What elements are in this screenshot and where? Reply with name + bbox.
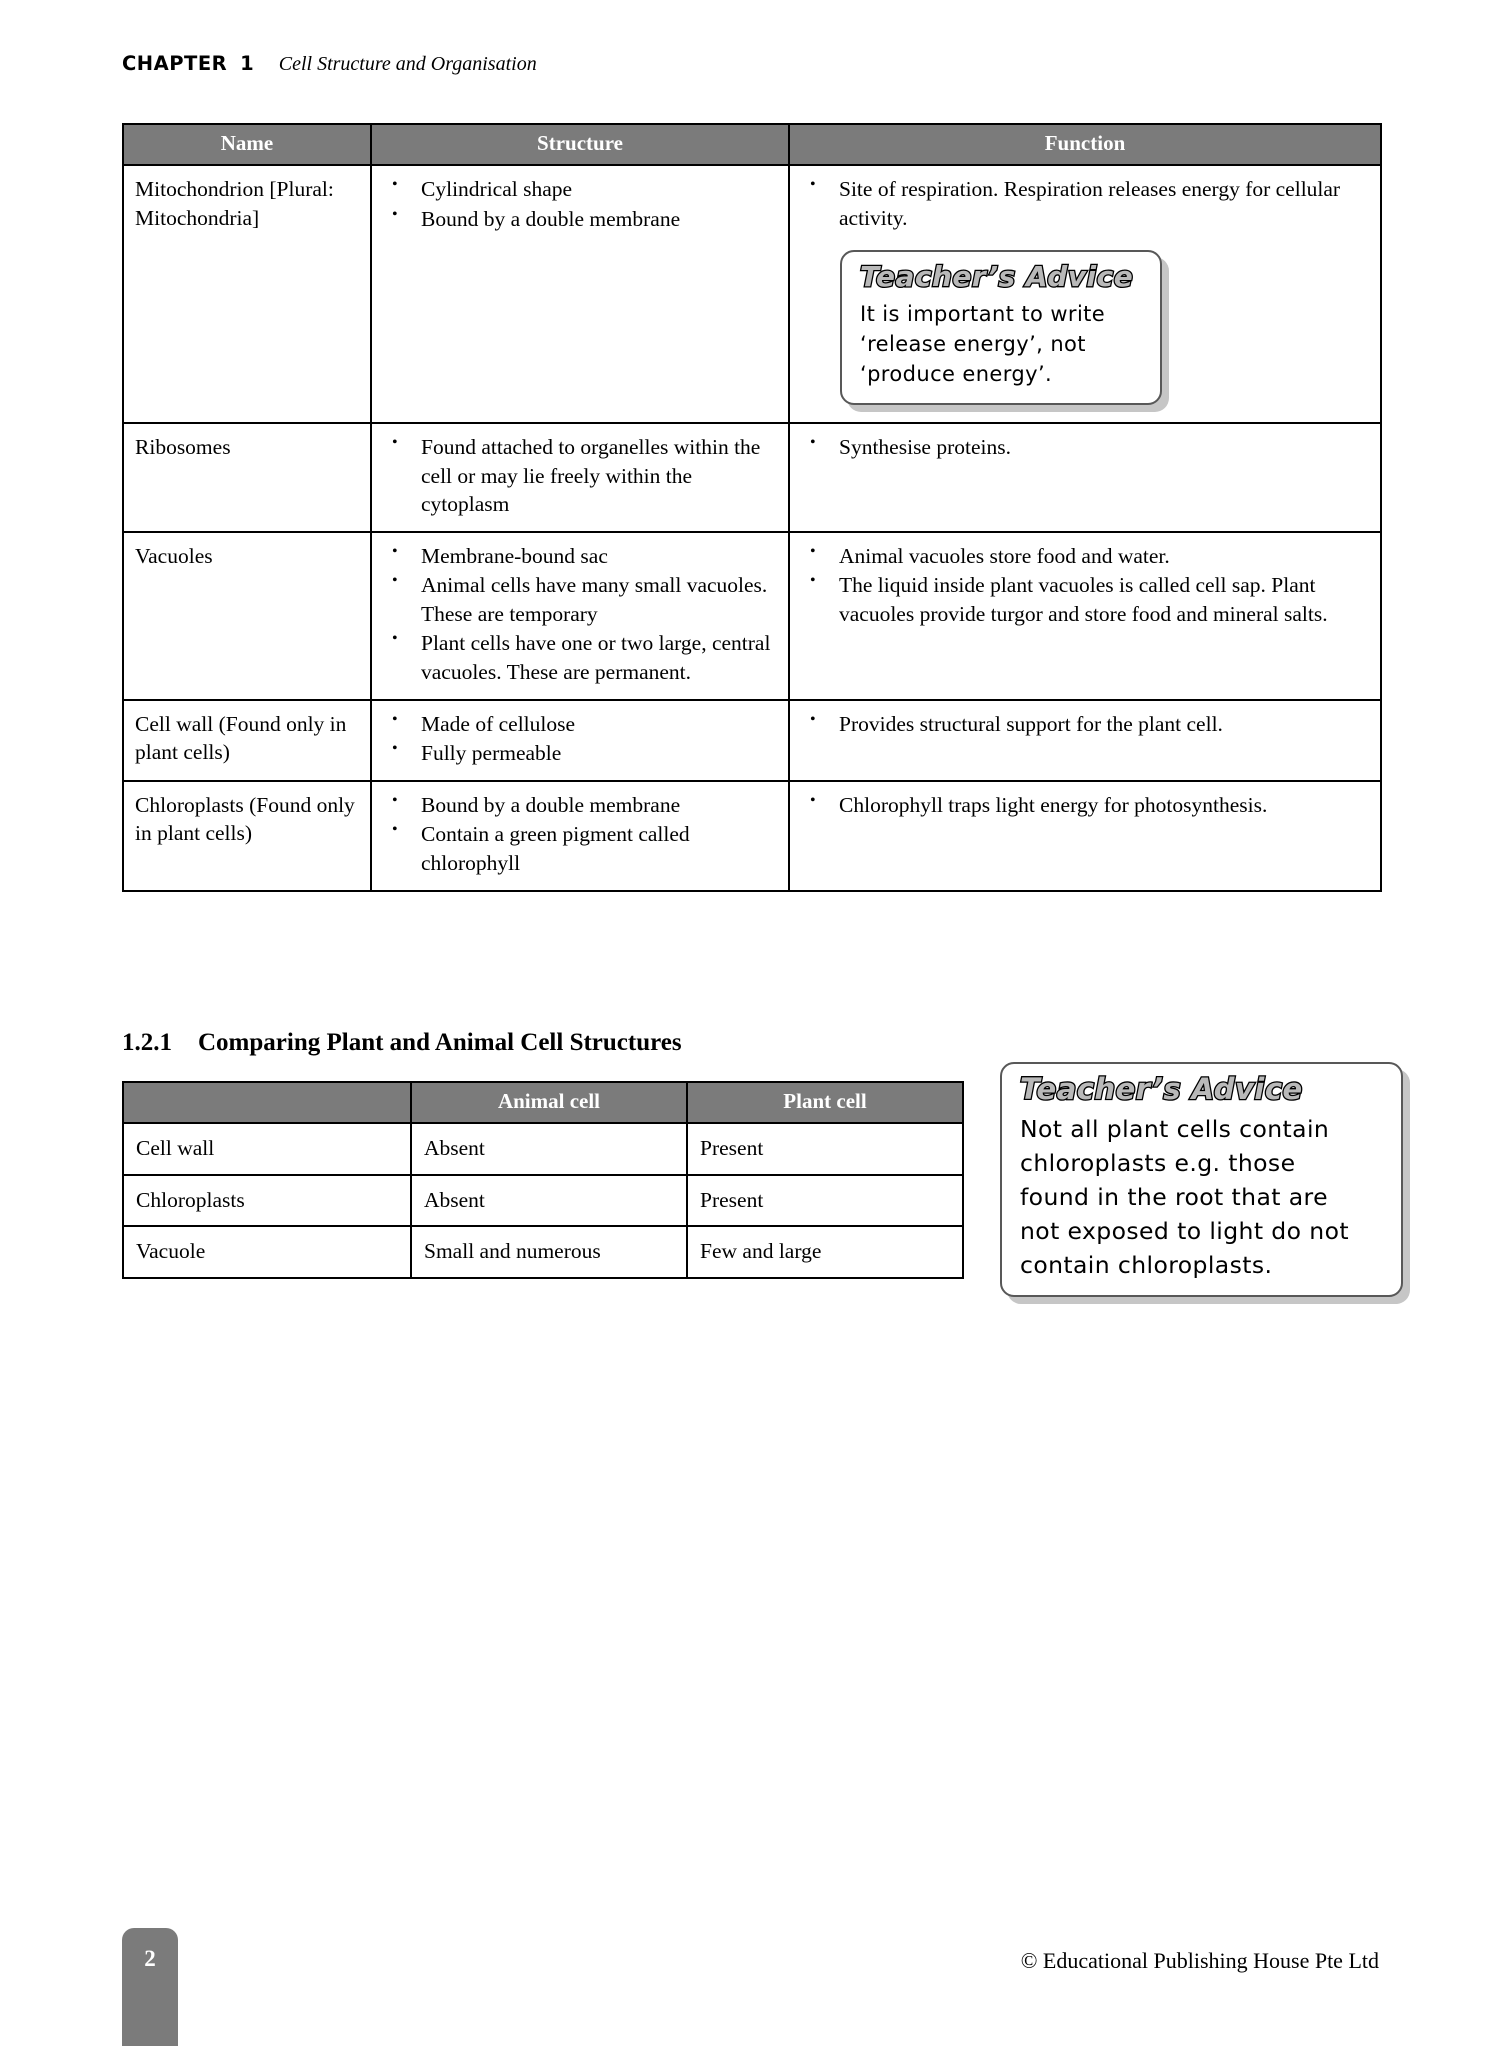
teachers-advice-title: Teacher’s Advice <box>860 260 1134 294</box>
list-item: • Provides structural support for the plant cell. <box>798 710 1372 739</box>
column-header-plant-cell: Plant cell <box>687 1082 963 1123</box>
cell-organelle-structure <box>371 781 789 891</box>
table-header-row <box>123 1082 963 1123</box>
cell-plant-value: Present <box>687 1175 963 1227</box>
column-header-blank <box>123 1082 411 1123</box>
list-item: • Animal vacuoles store food and water. <box>798 542 1372 571</box>
bullet-list <box>380 433 780 519</box>
list-item: • Plant cells have one or two large, central vacuoles. These are permanent. <box>380 629 780 686</box>
cell-organelle-function <box>789 532 1381 700</box>
copyright-notice: © Educational Publishing House Pte Ltd <box>1020 1948 1379 1973</box>
table-row <box>123 165 1381 423</box>
teachers-advice-body <box>860 300 1146 389</box>
advice-line: chloroplasts e.g. those <box>1020 1149 1296 1178</box>
bullet-list <box>380 542 780 687</box>
bullet-list <box>798 542 1372 629</box>
page-number-tab <box>122 1928 178 2046</box>
list-item: • Made of cellulose <box>380 710 780 739</box>
section-heading <box>122 1029 682 1057</box>
table-row <box>123 1226 963 1278</box>
table-header-row <box>123 124 1381 165</box>
cell-organelle-structure <box>371 532 789 700</box>
chapter-word: CHAPTER <box>122 52 228 75</box>
bullet-list <box>380 791 780 878</box>
list-item: • Animal cells have many small vacuoles. These are temporary <box>380 571 780 628</box>
bullet-list <box>798 175 1372 232</box>
cell-plant-value: Few and large <box>687 1226 963 1278</box>
list-item: • Chlorophyll traps light energy for photosynthesis. <box>798 791 1372 820</box>
cell-animal-value: Small and numerous <box>411 1226 687 1278</box>
column-header-structure: Structure <box>371 124 789 165</box>
cell-organelle-name: Cell wall (Found only in plant cells) <box>123 700 371 781</box>
cell-organelle-function <box>789 781 1381 891</box>
cell-organelle-function <box>789 700 1381 781</box>
comparison-table <box>122 1081 964 1279</box>
list-item: • Contain a green pigment called chlorophyll <box>380 820 780 877</box>
advice-line: ‘release energy’, not <box>860 332 1086 357</box>
table-row <box>123 700 1381 781</box>
page-number: 2 <box>144 1946 156 1971</box>
list-item: • The liquid inside plant vacuoles is called cell sap. Plant vacuoles provide turgor and store food and mineral salts. <box>798 571 1372 628</box>
cell-organelle-name: Chloroplasts (Found only in plant cells) <box>123 781 371 891</box>
cell-organelle-function <box>789 423 1381 532</box>
advice-line: It is important to write <box>860 302 1106 327</box>
section-title: Comparing Plant and Animal Cell Structures <box>198 1029 682 1056</box>
column-header-name: Name <box>123 124 371 165</box>
bullet-list <box>798 791 1372 820</box>
column-header-function: Function <box>789 124 1381 165</box>
advice-line: Not all plant cells contain <box>1020 1115 1330 1144</box>
list-item: • Cylindrical shape <box>380 175 780 204</box>
cell-organelle-name: Mitochondrion [Plural: Mitochondria] <box>123 165 371 423</box>
list-item: • Bound by a double membrane <box>380 791 780 820</box>
running-head <box>122 52 537 76</box>
section-number: 1.2.1 <box>122 1029 172 1056</box>
list-item: • Fully permeable <box>380 739 780 768</box>
teachers-advice-title: Teacher’s Advice <box>1020 1072 1303 1106</box>
cell-organelle-function <box>789 165 1381 423</box>
cell-animal-value: Absent <box>411 1123 687 1175</box>
table-row <box>123 1175 963 1227</box>
column-header-animal-cell: Animal cell <box>411 1082 687 1123</box>
table-row <box>123 532 1381 700</box>
list-item: • Synthesise proteins. <box>798 433 1372 462</box>
bullet-list <box>798 710 1372 739</box>
advice-line: found in the root that are <box>1020 1183 1328 1211</box>
table-row <box>123 781 1381 891</box>
cell-animal-value: Absent <box>411 1175 687 1227</box>
table-row <box>123 423 1381 532</box>
organelle-table <box>122 123 1382 892</box>
advice-line: contain chloroplasts. <box>1020 1250 1273 1279</box>
cell-organelle-name: Vacuoles <box>123 532 371 700</box>
cell-feature-name: Cell wall <box>123 1123 411 1175</box>
advice-line: not exposed to light do not <box>1020 1216 1349 1245</box>
list-item: • Found attached to organelles within the cell or may lie freely within the cytoplasm <box>380 433 780 519</box>
list-item: • Bound by a double membrane <box>380 205 780 234</box>
chapter-title: Cell Structure and Organisation <box>278 53 537 75</box>
cell-organelle-structure <box>371 423 789 532</box>
cell-organelle-name: Ribosomes <box>123 423 371 532</box>
cell-organelle-structure <box>371 165 789 423</box>
cell-feature-name: Vacuole <box>123 1226 411 1278</box>
advice-line: ‘produce energy’. <box>860 362 1053 387</box>
cell-organelle-structure <box>371 700 789 781</box>
list-item: • Membrane-bound sac <box>380 542 780 571</box>
bullet-list <box>798 433 1372 462</box>
chapter-number: 1 <box>240 52 254 75</box>
teachers-advice-callout <box>1000 1062 1403 1297</box>
table-row <box>123 1123 963 1175</box>
bullet-list <box>380 710 780 768</box>
cell-plant-value: Present <box>687 1123 963 1175</box>
teachers-advice-body <box>1020 1113 1387 1282</box>
cell-feature-name: Chloroplasts <box>123 1175 411 1227</box>
list-item: • Site of respiration. Respiration releases energy for cellular activity. <box>798 175 1372 232</box>
teachers-advice-callout <box>840 250 1162 405</box>
bullet-list <box>380 175 780 233</box>
